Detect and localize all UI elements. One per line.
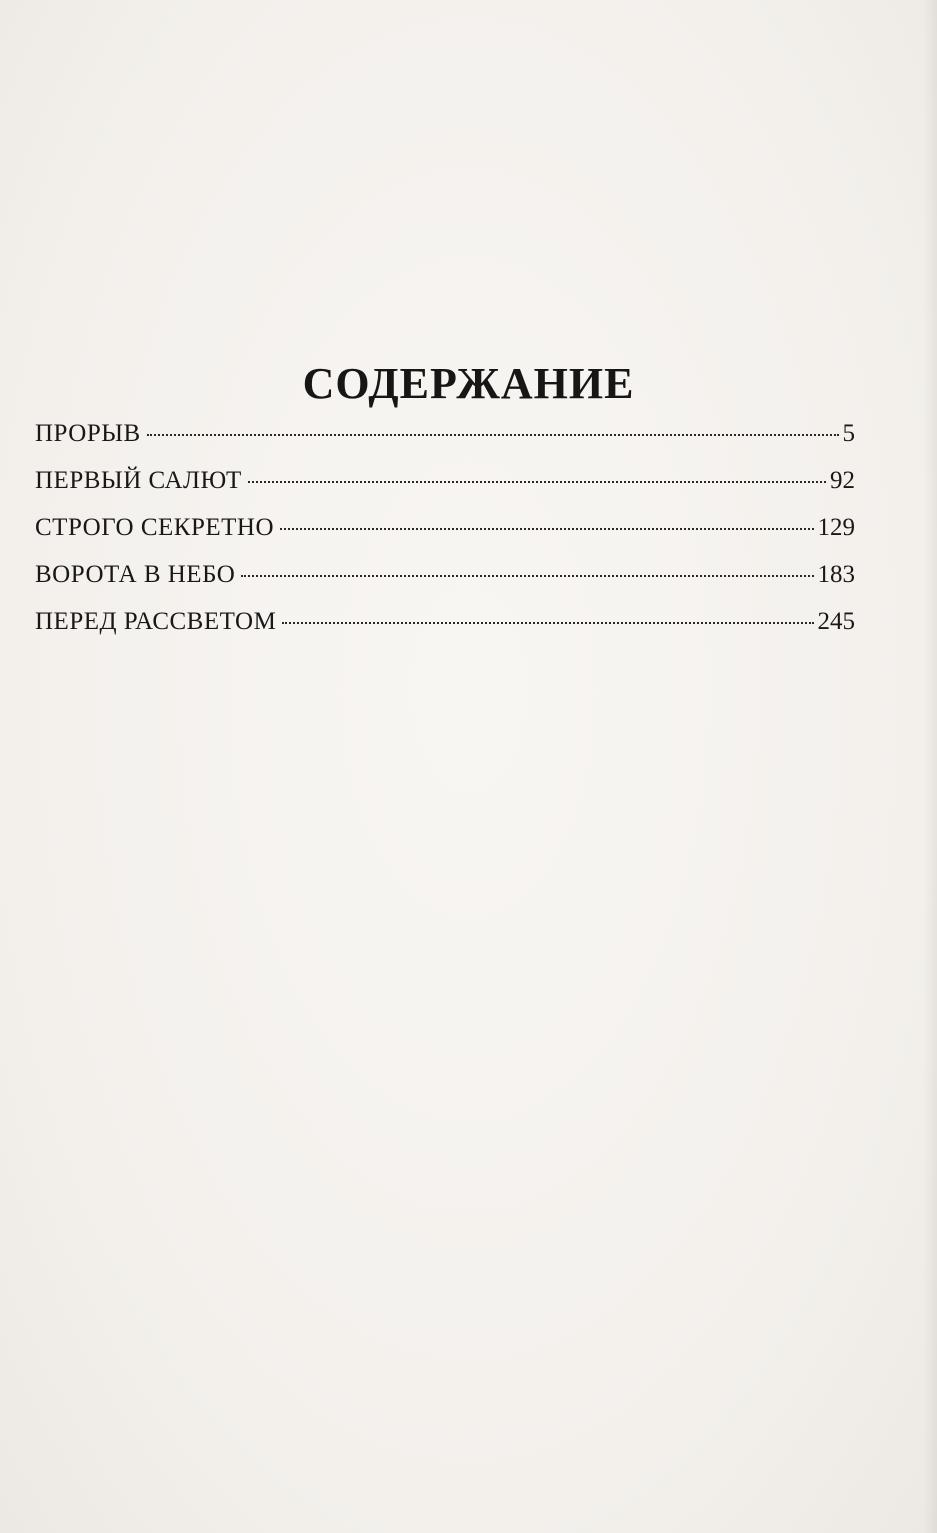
table-of-contents xyxy=(35,420,855,655)
toc-entry-page: 245 xyxy=(817,608,855,635)
toc-entry xyxy=(35,608,855,655)
toc-entry-page: 129 xyxy=(817,514,855,541)
toc-entry-title: СТРОГО СЕКРЕТНО xyxy=(35,514,275,541)
toc-dot-leader xyxy=(241,575,813,577)
toc-entry-page: 92 xyxy=(830,467,855,494)
toc-entry-title: ПРОРЫВ xyxy=(35,420,141,447)
page-edge-shadow xyxy=(923,0,937,1533)
toc-entry xyxy=(35,514,855,561)
toc-dot-leader xyxy=(280,528,813,530)
toc-entry-page: 5 xyxy=(842,420,855,447)
toc-entry-title: ПЕРВЫЙ САЛЮТ xyxy=(35,467,242,494)
toc-entry-page: 183 xyxy=(817,561,855,588)
page-title: СОДЕРЖАНИЕ xyxy=(302,359,635,408)
toc-dot-leader xyxy=(248,481,826,483)
toc-dot-leader xyxy=(147,434,839,436)
toc-entry xyxy=(35,467,855,514)
toc-entry-title: ВОРОТА В НЕБО xyxy=(35,561,236,588)
toc-entry-title: ПЕРЕД РАССВЕТОМ xyxy=(35,608,277,635)
toc-entry xyxy=(35,420,855,467)
toc-dot-leader xyxy=(282,622,813,624)
toc-entry xyxy=(35,561,855,608)
